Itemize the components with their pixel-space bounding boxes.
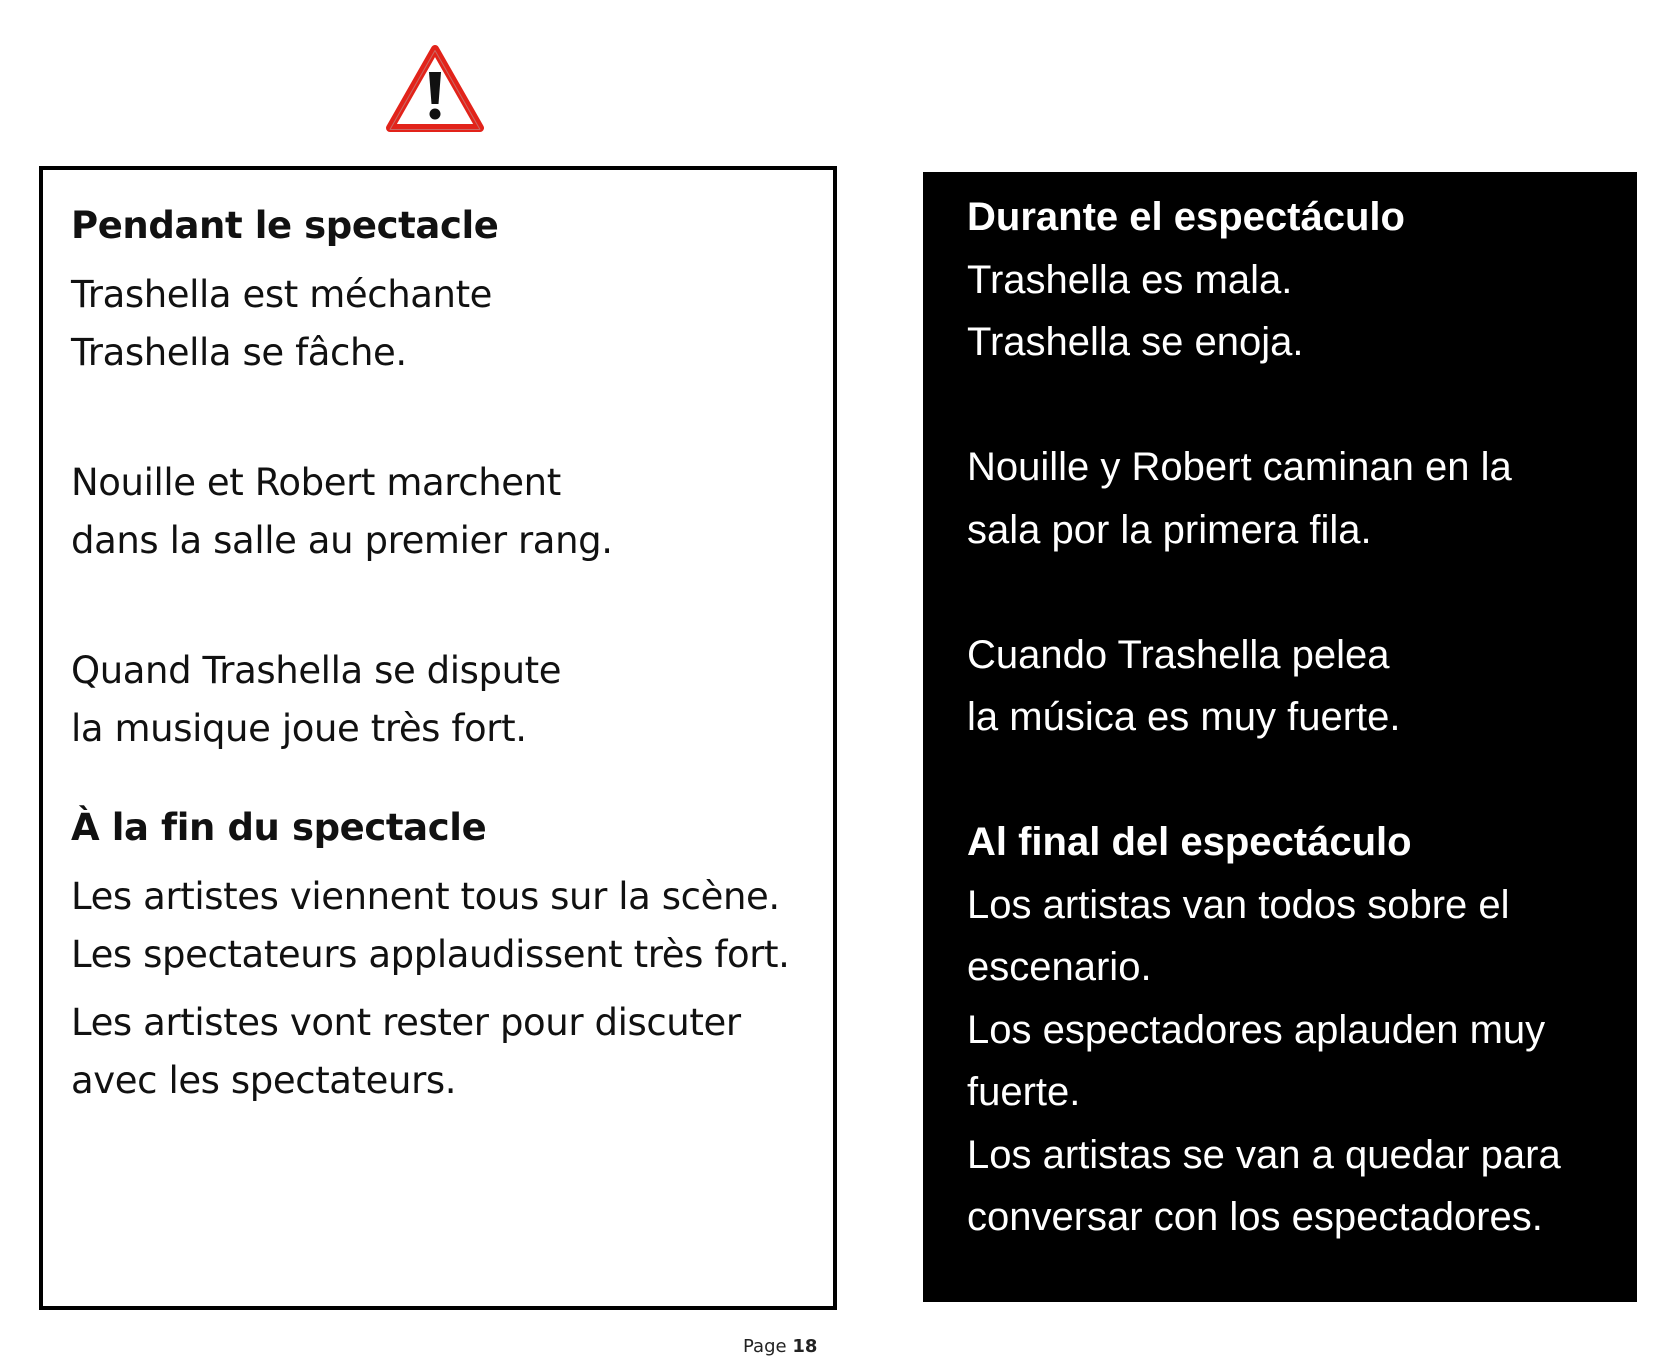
spanish-line: Los espectadores aplauden muy: [967, 1007, 1546, 1052]
spanish-line: Cuando Trashella pelea: [967, 632, 1390, 677]
french-line: dans la salle au premier rang.: [71, 519, 613, 562]
french-line: la musique joue très fort.: [71, 707, 527, 750]
french-line: Nouille et Robert marchent: [71, 461, 561, 504]
spanish-text-box: [923, 172, 1637, 1302]
spanish-line: fuerte.: [967, 1070, 1081, 1114]
french-text-box: [39, 166, 837, 1310]
page-label: Page: [743, 1336, 787, 1357]
spanish-line: escenario.: [967, 945, 1152, 989]
french-line: Les artistes vont rester pour discuter: [71, 1001, 741, 1044]
french-line: Les spectateurs applaudissent très fort.: [71, 933, 790, 976]
spanish-line: Trashella se enoja.: [967, 320, 1304, 364]
french-line: avec les spectateurs.: [71, 1059, 457, 1102]
french-heading-end: À la fin du spectacle: [71, 806, 487, 849]
spanish-line: Trashella es mala.: [967, 257, 1293, 302]
french-line: Trashella est méchante: [71, 273, 493, 316]
spanish-line: conversar con los espectadores.: [967, 1195, 1543, 1239]
spanish-line: Los artistas van todos sobre el: [967, 882, 1510, 927]
spanish-line: Nouille y Robert caminan en la: [967, 445, 1512, 489]
warning-icon: [385, 44, 485, 134]
french-heading-during: Pendant le spectacle: [71, 204, 499, 247]
spanish-line: Los artistas se van a quedar para: [967, 1132, 1561, 1177]
page-number: 18: [792, 1336, 818, 1357]
spanish-heading-during: Durante el espectáculo: [967, 195, 1405, 239]
spanish-heading-end: Al final del espectáculo: [967, 820, 1412, 864]
french-content: [71, 200, 823, 1110]
page-footer: [743, 1336, 817, 1357]
french-line: Quand Trashella se dispute: [71, 649, 562, 692]
spanish-line: sala por la primera fila.: [967, 507, 1372, 552]
french-line: Les artistes viennent tous sur la scène.: [71, 875, 780, 918]
spanish-line: la música es muy fuerte.: [967, 695, 1401, 739]
spanish-content: [967, 186, 1637, 1249]
french-line: Trashella se fâche.: [71, 331, 407, 374]
